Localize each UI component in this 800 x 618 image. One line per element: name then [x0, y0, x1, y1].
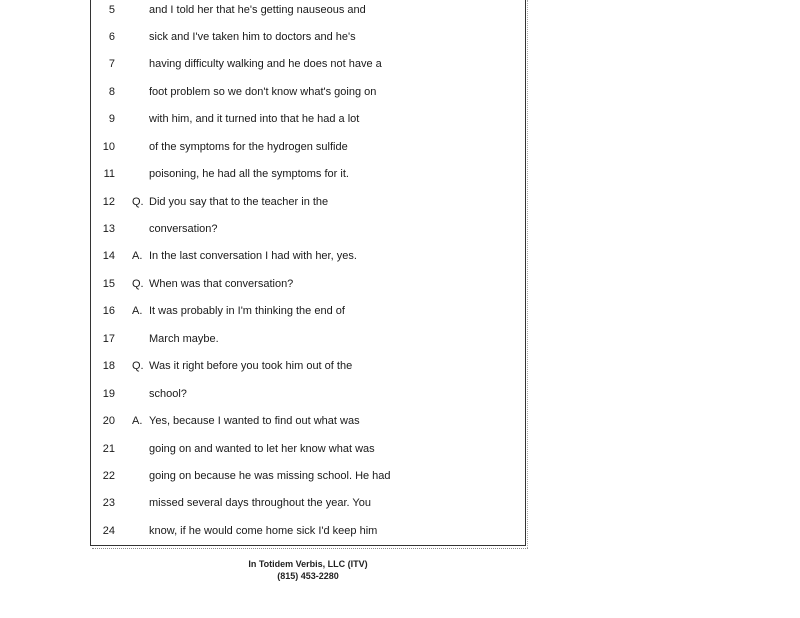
- line-number: 14: [102, 250, 115, 262]
- line-text: Did you say that to the teacher in the: [149, 196, 329, 208]
- line-text: missed several days throughout the year. You: [149, 497, 371, 509]
- line-text: poisoning, he had all the symptoms for it.: [149, 168, 349, 180]
- transcript-line: [91, 247, 527, 265]
- transcript-line: [91, 522, 527, 540]
- transcript-line: [91, 494, 527, 512]
- scan-artifact: [92, 548, 528, 552]
- line-number: 8: [108, 86, 115, 98]
- transcript-line: [91, 110, 527, 128]
- transcript-line: [91, 220, 527, 238]
- transcript-line: [91, 55, 527, 73]
- line-number: 19: [102, 388, 115, 400]
- transcript-line: [91, 440, 527, 458]
- line-number: 15: [102, 278, 115, 290]
- page-footer: [90, 558, 526, 582]
- line-text: sick and I've taken him to doctors and he's: [149, 31, 356, 43]
- line-number: 18: [102, 360, 115, 372]
- line-text: When was that conversation?: [149, 278, 294, 290]
- line-text: going on because he was missing school. He had: [149, 470, 391, 482]
- line-text: foot problem so we don't know what's going on: [149, 86, 377, 98]
- speaker-label: Q.: [132, 196, 144, 208]
- line-number: 5: [108, 4, 115, 16]
- line-text: Yes, because I wanted to find out what was: [149, 415, 360, 427]
- line-text: school?: [149, 388, 187, 400]
- line-text: conversation?: [149, 223, 218, 235]
- speaker-label: A.: [132, 305, 143, 317]
- speaker-label: Q.: [132, 278, 144, 290]
- line-number: 22: [102, 470, 115, 482]
- transcript-line: [91, 193, 527, 211]
- transcript-line: [91, 83, 527, 101]
- line-text: of the symptoms for the hydrogen sulfide: [149, 141, 348, 153]
- transcript-page: [90, 0, 526, 546]
- transcript-line: [91, 302, 527, 320]
- line-number: 17: [102, 333, 115, 345]
- line-number: 13: [102, 223, 115, 235]
- transcript-line: [91, 412, 527, 430]
- line-number: 20: [102, 415, 115, 427]
- footer-phone: (815) 453-2280: [277, 571, 339, 581]
- line-number: 24: [102, 525, 115, 537]
- line-text: going on and wanted to let her know what was: [149, 443, 375, 455]
- line-text: having difficulty walking and he does not have a: [149, 58, 382, 70]
- transcript-line: [91, 138, 527, 156]
- line-text: It was probably in I'm thinking the end of: [149, 305, 345, 317]
- speaker-label: Q.: [132, 360, 144, 372]
- line-text: with him, and it turned into that he had a lot: [149, 113, 360, 125]
- line-number: 23: [102, 497, 115, 509]
- line-text: Was it right before you took him out of the: [149, 360, 353, 372]
- scan-artifact: [527, 0, 530, 548]
- transcript-line: [91, 467, 527, 485]
- line-number: 9: [108, 113, 115, 125]
- transcript-line: [91, 275, 527, 293]
- line-text: and I told her that he's getting nauseous and: [149, 4, 366, 16]
- line-number: 11: [103, 168, 115, 180]
- transcript-line: [91, 357, 527, 375]
- line-number: 16: [102, 305, 115, 317]
- speaker-label: A.: [132, 250, 143, 262]
- line-number: 10: [102, 141, 115, 153]
- transcript-line: [91, 1, 527, 19]
- speaker-label: A.: [132, 415, 143, 427]
- footer-company: In Totidem Verbis, LLC (ITV): [248, 559, 368, 569]
- line-number: 6: [108, 31, 115, 43]
- transcript-line: [91, 28, 527, 46]
- line-text: know, if he would come home sick I'd keep him: [149, 525, 378, 537]
- transcript-line: [91, 165, 527, 183]
- line-number: 7: [108, 58, 115, 70]
- line-number: 21: [102, 443, 115, 455]
- transcript-line: [91, 385, 527, 403]
- line-number: 12: [102, 196, 115, 208]
- transcript-line: [91, 330, 527, 348]
- line-text: March maybe.: [149, 333, 219, 345]
- line-text: In the last conversation I had with her, yes.: [149, 250, 357, 262]
